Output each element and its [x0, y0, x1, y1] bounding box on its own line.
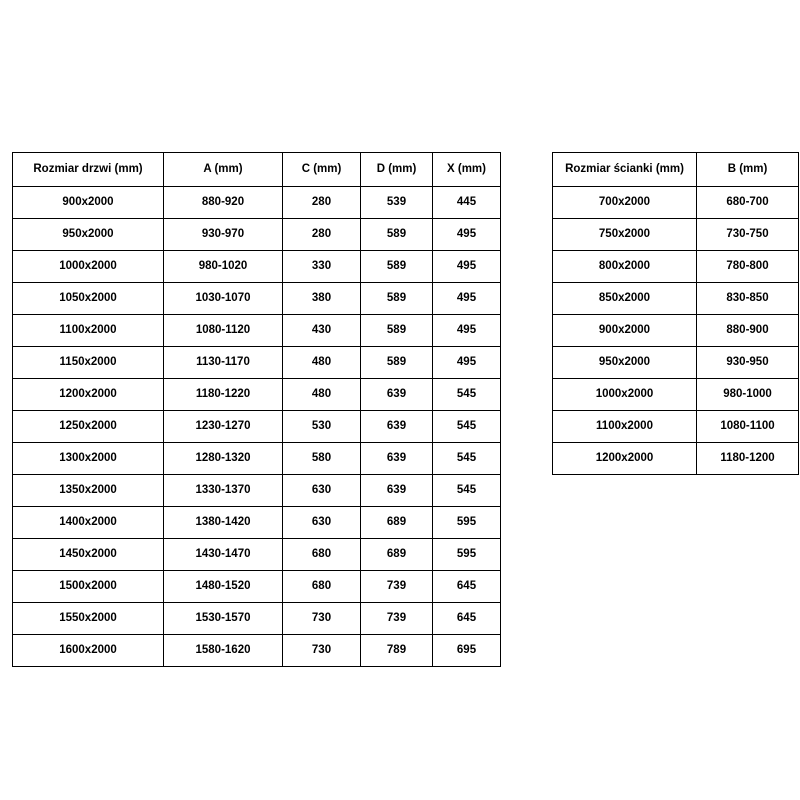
cell-d: 589: [361, 283, 433, 315]
cell-wall-size: 1000x2000: [553, 379, 697, 411]
cell-door-size: 900x2000: [13, 187, 164, 219]
table-row: [13, 475, 501, 507]
cell-b: 930-950: [697, 347, 799, 379]
table-row: [13, 443, 501, 475]
wall-size-table: [552, 152, 799, 475]
cell-x: 545: [433, 475, 501, 507]
cell-door-size: 1150x2000: [13, 347, 164, 379]
cell-x: 495: [433, 315, 501, 347]
cell-a: 1330-1370: [164, 475, 283, 507]
cell-d: 589: [361, 315, 433, 347]
table-row: [13, 571, 501, 603]
cell-x: 495: [433, 347, 501, 379]
table-row: [13, 635, 501, 667]
cell-c: 580: [283, 443, 361, 475]
cell-x: 645: [433, 603, 501, 635]
column-header-x: X (mm): [433, 153, 501, 187]
cell-wall-size: 850x2000: [553, 283, 697, 315]
cell-x: 545: [433, 443, 501, 475]
cell-c: 430: [283, 315, 361, 347]
cell-door-size: 1000x2000: [13, 251, 164, 283]
cell-a: 1030-1070: [164, 283, 283, 315]
cell-a: 1280-1320: [164, 443, 283, 475]
cell-c: 380: [283, 283, 361, 315]
cell-door-size: 950x2000: [13, 219, 164, 251]
cell-x: 595: [433, 539, 501, 571]
cell-d: 739: [361, 603, 433, 635]
table-row: [13, 379, 501, 411]
cell-a: 1130-1170: [164, 347, 283, 379]
cell-d: 639: [361, 379, 433, 411]
column-header-a: A (mm): [164, 153, 283, 187]
table-header-row: [13, 153, 501, 187]
cell-b: 680-700: [697, 187, 799, 219]
cell-door-size: 1100x2000: [13, 315, 164, 347]
cell-d: 639: [361, 411, 433, 443]
table-row: [13, 539, 501, 571]
doors-size-table: [12, 152, 501, 667]
table-row: [13, 507, 501, 539]
table-row: [553, 251, 799, 283]
cell-x: 495: [433, 283, 501, 315]
cell-c: 280: [283, 219, 361, 251]
cell-wall-size: 1100x2000: [553, 411, 697, 443]
cell-d: 589: [361, 251, 433, 283]
cell-wall-size: 950x2000: [553, 347, 697, 379]
cell-wall-size: 800x2000: [553, 251, 697, 283]
cell-wall-size: 700x2000: [553, 187, 697, 219]
cell-wall-size: 750x2000: [553, 219, 697, 251]
cell-b: 730-750: [697, 219, 799, 251]
table-row: [13, 347, 501, 379]
cell-door-size: 1300x2000: [13, 443, 164, 475]
cell-c: 280: [283, 187, 361, 219]
table-row: [553, 347, 799, 379]
cell-a: 1480-1520: [164, 571, 283, 603]
cell-a: 930-970: [164, 219, 283, 251]
cell-d: 689: [361, 507, 433, 539]
cell-x: 495: [433, 251, 501, 283]
doors-size-table-block: [12, 152, 501, 667]
cell-x: 645: [433, 571, 501, 603]
table-row: [553, 443, 799, 475]
cell-c: 730: [283, 603, 361, 635]
cell-b: 1180-1200: [697, 443, 799, 475]
cell-c: 630: [283, 475, 361, 507]
table-row: [553, 411, 799, 443]
cell-wall-size: 1200x2000: [553, 443, 697, 475]
column-header-c: C (mm): [283, 153, 361, 187]
cell-x: 595: [433, 507, 501, 539]
cell-c: 330: [283, 251, 361, 283]
table-row: [553, 379, 799, 411]
table-row: [13, 411, 501, 443]
wall-size-table-block: [552, 152, 799, 475]
cell-a: 1380-1420: [164, 507, 283, 539]
cell-x: 695: [433, 635, 501, 667]
cell-a: 1430-1470: [164, 539, 283, 571]
cell-door-size: 1450x2000: [13, 539, 164, 571]
cell-x: 545: [433, 411, 501, 443]
cell-a: 1530-1570: [164, 603, 283, 635]
tables-container: [0, 152, 800, 667]
cell-x: 445: [433, 187, 501, 219]
table-row: [13, 315, 501, 347]
cell-door-size: 1350x2000: [13, 475, 164, 507]
table-header-row: [553, 153, 799, 187]
cell-b: 780-800: [697, 251, 799, 283]
cell-c: 730: [283, 635, 361, 667]
table-row: [13, 283, 501, 315]
cell-door-size: 1500x2000: [13, 571, 164, 603]
column-header-door-size: Rozmiar drzwi (mm): [13, 153, 164, 187]
cell-door-size: 1050x2000: [13, 283, 164, 315]
cell-d: 639: [361, 475, 433, 507]
cell-d: 739: [361, 571, 433, 603]
cell-b: 980-1000: [697, 379, 799, 411]
table-row: [13, 251, 501, 283]
cell-x: 545: [433, 379, 501, 411]
cell-a: 1180-1220: [164, 379, 283, 411]
cell-b: 830-850: [697, 283, 799, 315]
table-row: [13, 219, 501, 251]
cell-c: 480: [283, 347, 361, 379]
cell-b: 1080-1100: [697, 411, 799, 443]
cell-c: 480: [283, 379, 361, 411]
cell-d: 789: [361, 635, 433, 667]
cell-c: 630: [283, 507, 361, 539]
cell-wall-size: 900x2000: [553, 315, 697, 347]
table-row: [553, 283, 799, 315]
cell-a: 980-1020: [164, 251, 283, 283]
cell-x: 495: [433, 219, 501, 251]
cell-door-size: 1400x2000: [13, 507, 164, 539]
cell-door-size: 1200x2000: [13, 379, 164, 411]
cell-d: 589: [361, 347, 433, 379]
cell-c: 680: [283, 571, 361, 603]
cell-a: 1080-1120: [164, 315, 283, 347]
cell-a: 880-920: [164, 187, 283, 219]
cell-door-size: 1550x2000: [13, 603, 164, 635]
cell-d: 689: [361, 539, 433, 571]
cell-a: 1230-1270: [164, 411, 283, 443]
cell-d: 539: [361, 187, 433, 219]
table-row: [553, 187, 799, 219]
cell-d: 589: [361, 219, 433, 251]
cell-c: 530: [283, 411, 361, 443]
column-header-wall-size: Rozmiar ścianki (mm): [553, 153, 697, 187]
cell-d: 639: [361, 443, 433, 475]
cell-door-size: 1250x2000: [13, 411, 164, 443]
column-header-d: D (mm): [361, 153, 433, 187]
cell-c: 680: [283, 539, 361, 571]
table-row: [13, 603, 501, 635]
table-row: [553, 315, 799, 347]
table-row: [553, 219, 799, 251]
cell-door-size: 1600x2000: [13, 635, 164, 667]
cell-a: 1580-1620: [164, 635, 283, 667]
cell-b: 880-900: [697, 315, 799, 347]
table-row: [13, 187, 501, 219]
column-header-b: B (mm): [697, 153, 799, 187]
